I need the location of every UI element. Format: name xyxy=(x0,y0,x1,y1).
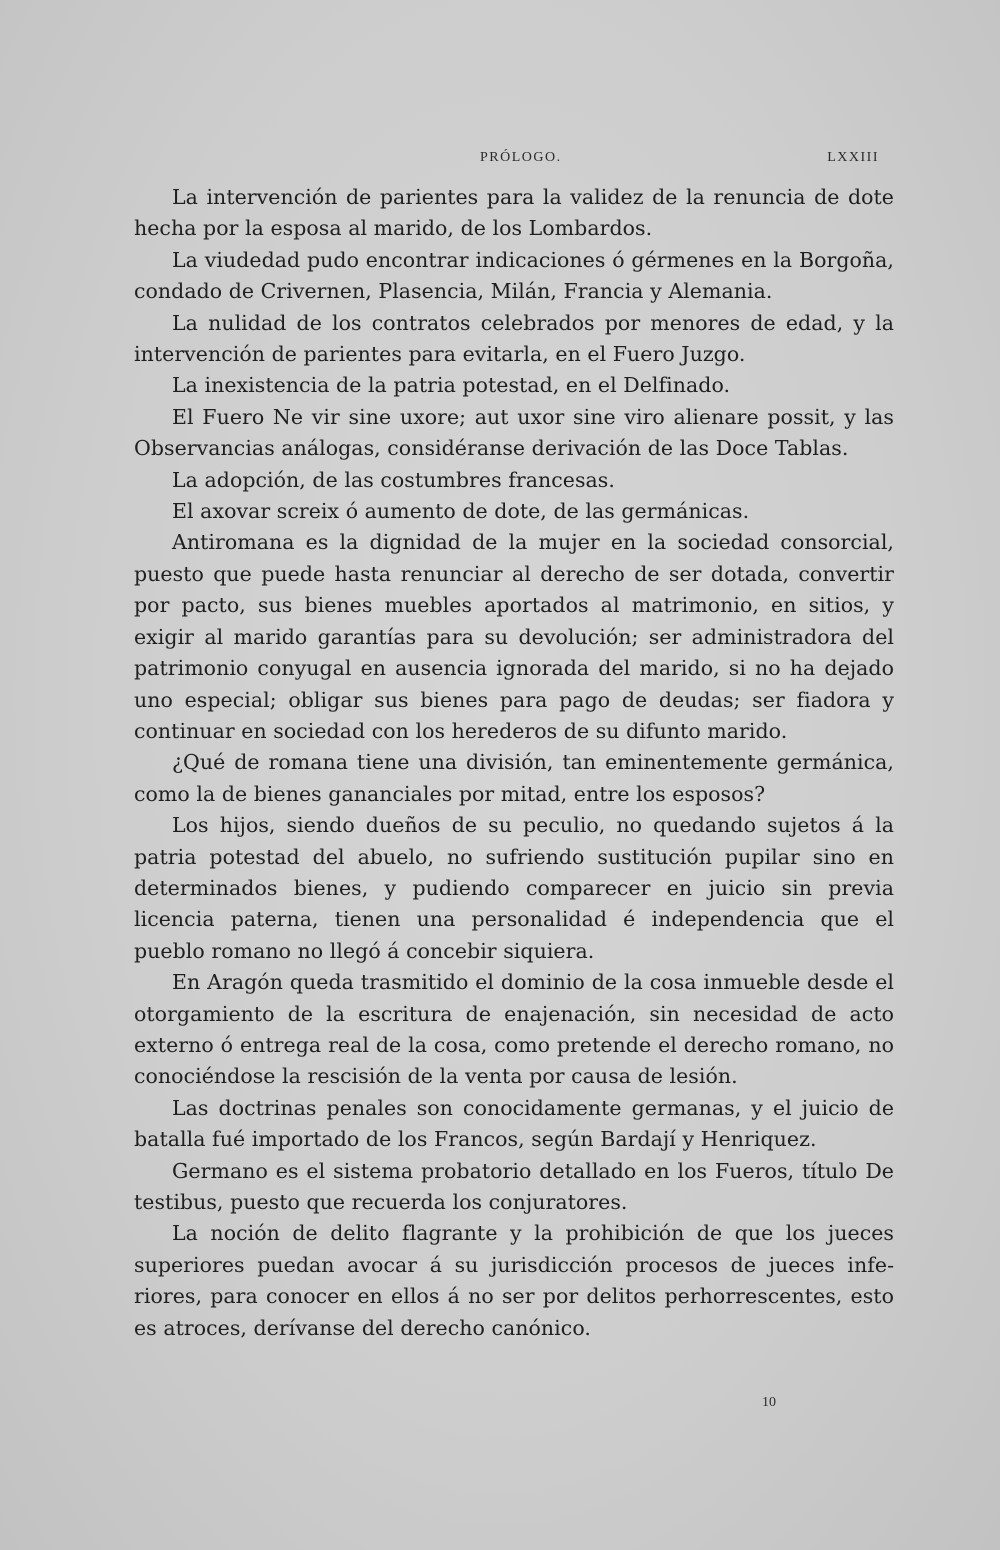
running-head-title: PRÓLOGO. xyxy=(480,150,562,165)
paragraph: ¿Qué de romana tiene una división, tan eminentemente germánica, como la de bienes gananciales por mitad, entre los esposos? xyxy=(134,750,894,806)
running-head xyxy=(135,150,893,170)
paragraph: La noción de delito flagrante y la prohibición de que los jueces superiores puedan avocar á su jurisdicción procesos de jueces inferiores, para conocer en ellos á no ser por delitos perhorrescentes, esto es atroces, derívanse del derecho canónico. xyxy=(134,1221,894,1340)
paragraph: Los hijos, siendo dueños de su peculio, no quedando sujetos á la patria potestad del abuelo, no sufriendo sustitución pupilar sino en determinados bienes, y pudiendo comparecer en juicio sin previa licencia paterna, tienen una personalidad é independencia que el pueblo romano no llegó á concebir siquiera. xyxy=(134,813,894,963)
page-number: LXXIII xyxy=(827,150,879,165)
paragraph: La nulidad de los contratos celebrados por menores de edad, y la intervención de parientes para evitarla, en el Fuero Juzgo. xyxy=(134,310,894,367)
paragraph: La adopción, de las costumbres francesas. xyxy=(172,467,615,492)
paragraph: Las doctrinas penales son conocidamente germanas, y el juicio de batalla fué importado de los Francos, según Bardají y Henriquez. xyxy=(134,1095,894,1152)
paragraph: La inexistencia de la patria potestad, en el Delfinado. xyxy=(172,373,731,398)
paragraph: Antiromana es la dignidad de la mujer en la sociedad consorcial, puesto que puede hasta renunciar al derecho de ser dotada, convertir por pacto, sus bienes muebles aportados al matrimonio, en sitios, y exigir al marido garantías para su devolución; ser administradora del patrimonio conyugal en ausencia ignorada del marido, si no ha dejado uno especial; obligar sus bienes para pago de deudas; ser fiadora y continuar en sociedad con los herederos de su difunto marido. xyxy=(134,530,894,743)
paragraph: El Fuero Ne vir sine uxore; aut uxor sine viro alienare possit, y las Observancias análogas, considéranse derivación de las Doce Tablas. xyxy=(134,404,894,461)
paragraph: El axovar screix ó aumento de dote, de las germánicas. xyxy=(172,499,750,524)
signature-mark: 10 xyxy=(762,1395,776,1410)
paragraph: Germano es el sistema probatorio detallado en los Fueros, título De testibus, puesto que recuerda los conjuratores. xyxy=(134,1158,894,1214)
paragraph: En Aragón queda trasmitido el dominio de la cosa inmueble desde el otorgamiento de la escritura de enajenación, sin necesidad de acto externo ó entrega real de la cosa, como pretende el derecho romano, no conociéndose la rescisión de la venta por causa de lesión. xyxy=(134,970,894,1089)
paragraph: La intervención de parientes para la validez de la renuncia de dote hecha por la esposa al marido, de los Lombardos. xyxy=(134,185,894,241)
paragraph: La viudedad pudo encontrar indicaciones ó gérmenes en la Borgoña, condado de Crivernen, Plasencia, Milán, Francia y Alemania. xyxy=(134,247,894,304)
body-text xyxy=(134,182,894,1344)
